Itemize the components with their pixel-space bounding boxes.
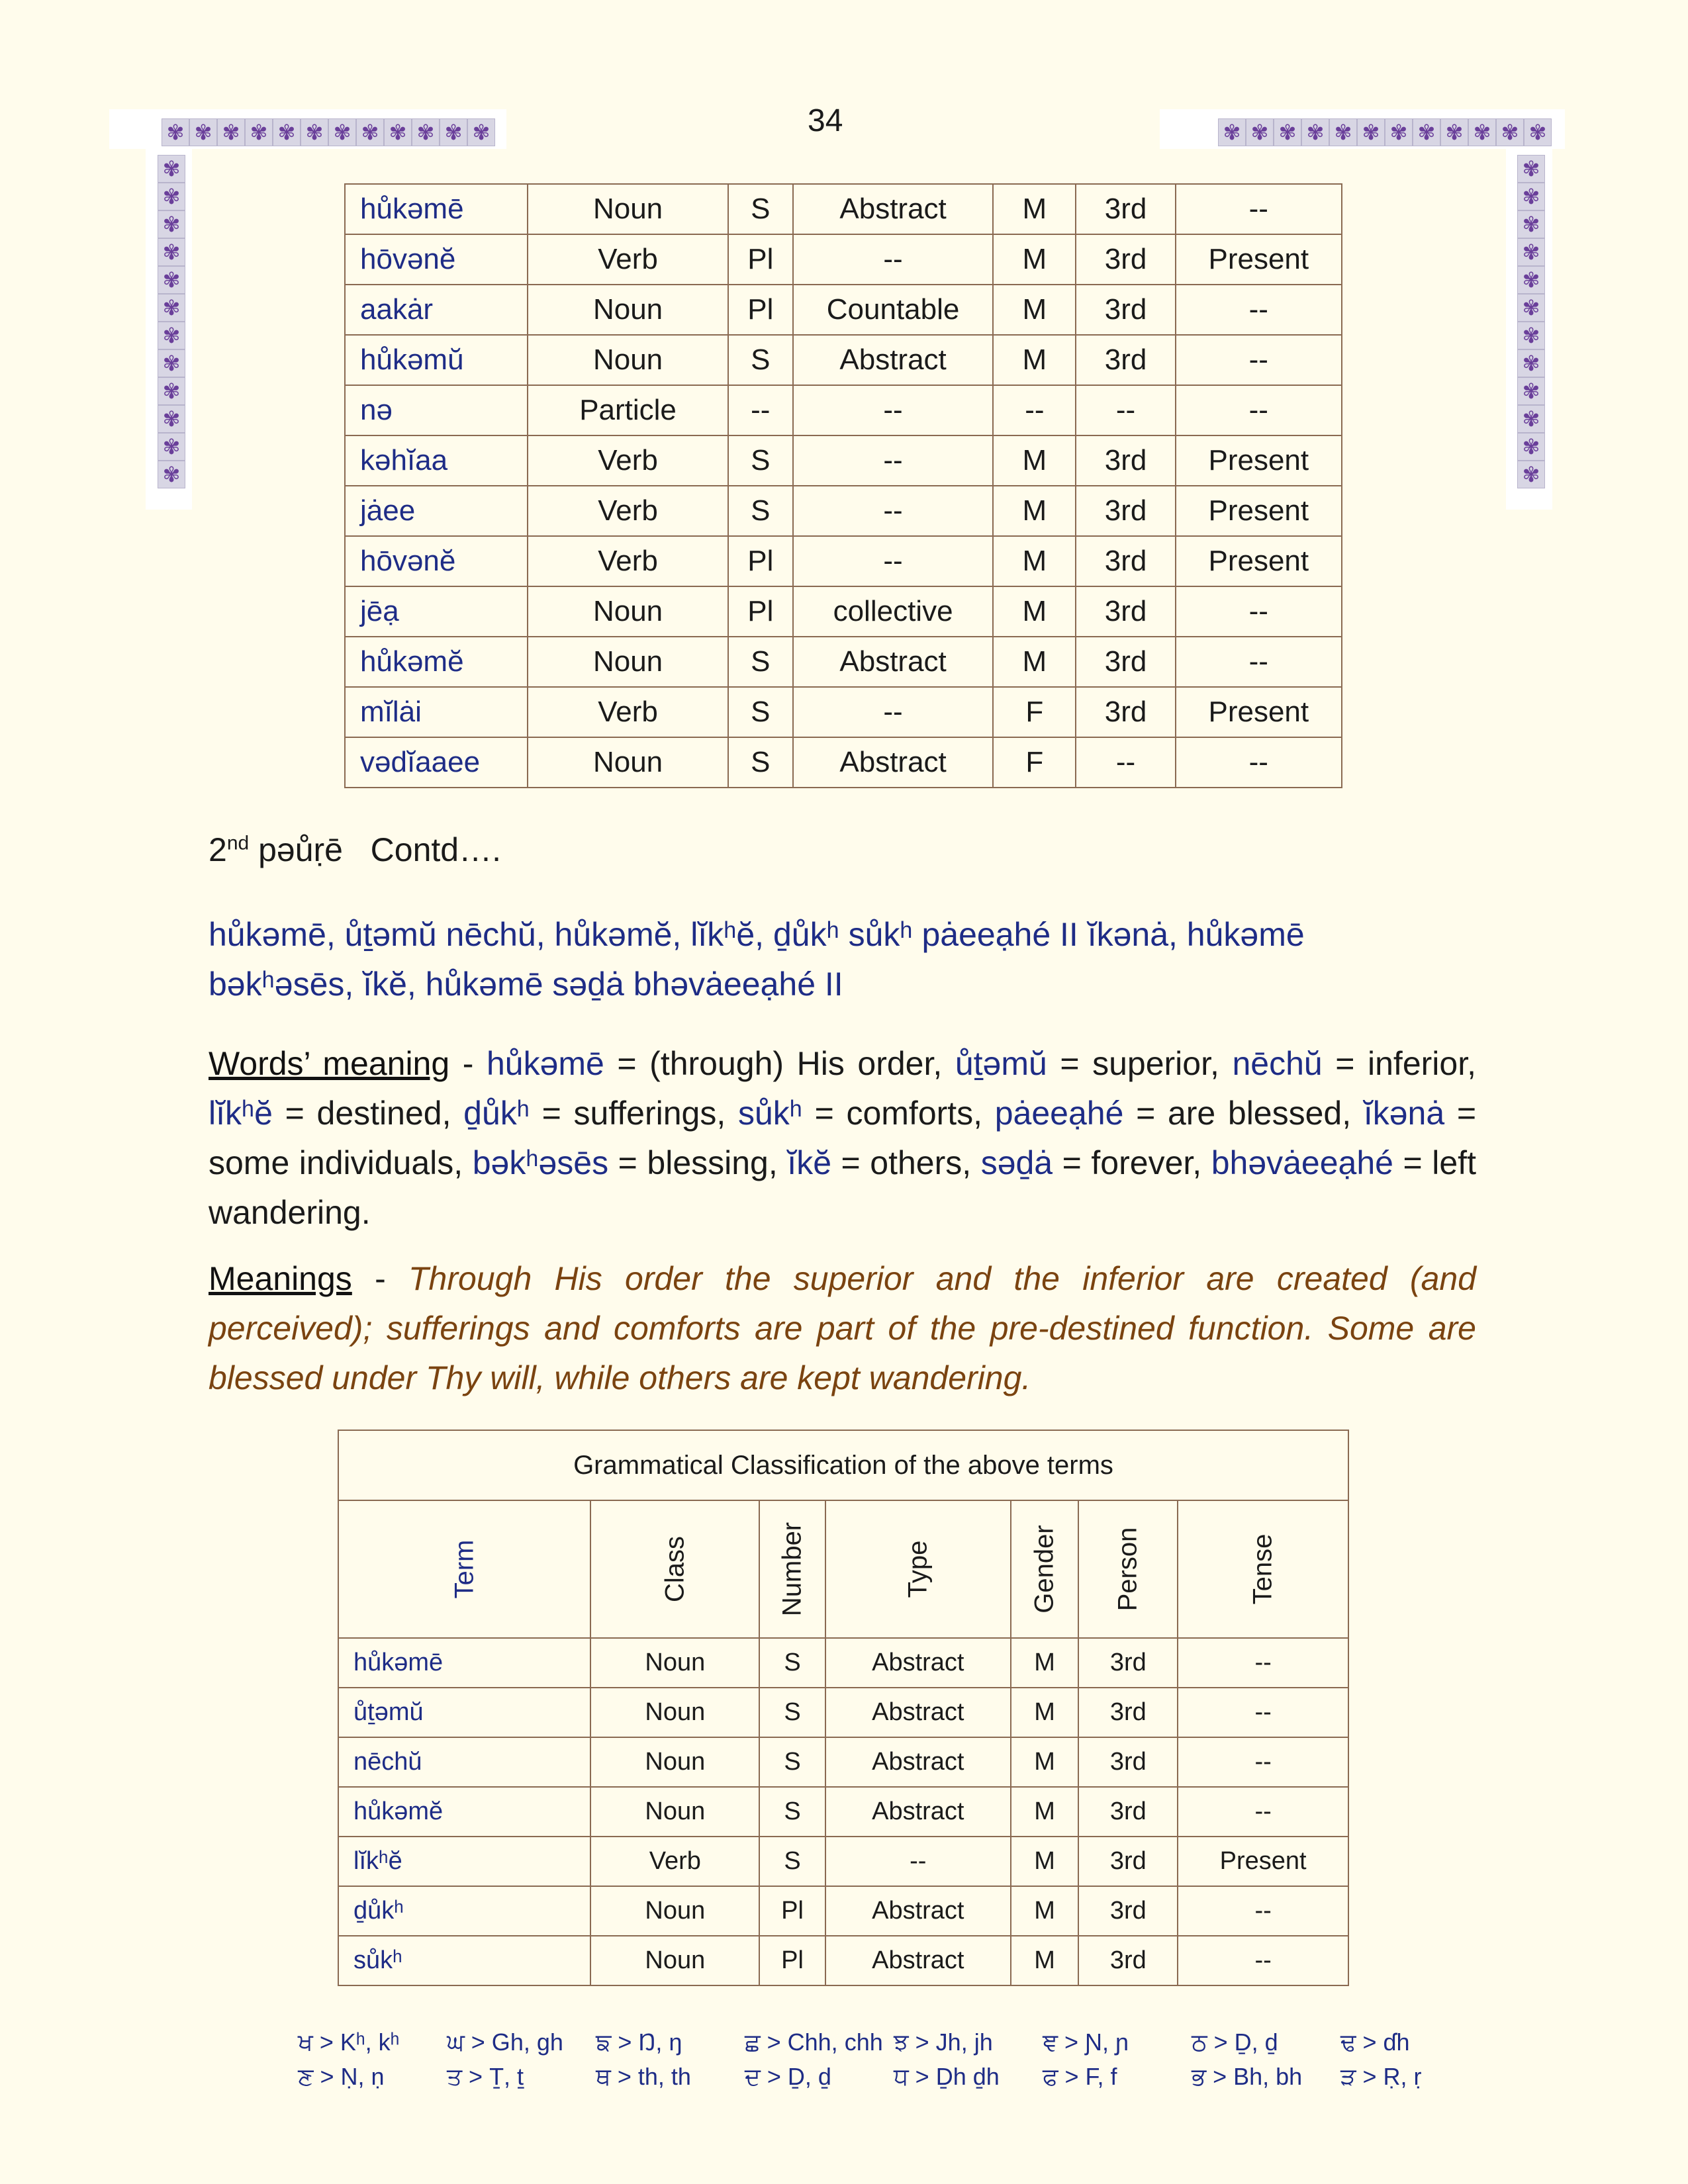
cell-number: S [728, 637, 793, 687]
cell-type: collective [793, 586, 993, 637]
cell-class: Noun [528, 586, 727, 637]
cell-type: -- [793, 385, 993, 435]
flower-icon: ✾ [189, 118, 217, 146]
transliteration-legend [298, 2028, 1489, 2097]
cell-term: mĭlȧi [345, 687, 528, 737]
meaning-term: bəkʰəsēs [472, 1144, 609, 1181]
header-label: Number [777, 1522, 807, 1617]
cell-term: jēạ [345, 586, 528, 637]
cell-tense: Present [1176, 536, 1342, 586]
cell-person: 3rd [1078, 1638, 1178, 1688]
cell-type: -- [793, 435, 993, 486]
legend-item: ਖ > Kʰ, kʰ [298, 2028, 400, 2056]
cell-person: 3rd [1076, 637, 1175, 687]
cell-number: S [728, 737, 793, 788]
cell-gender: M [1011, 1936, 1079, 1985]
verse-line: hůkəmē, ůṯəmŭ nēchŭ, hůkəmĕ, lĭkʰĕ, ḏůkʰ sůkʰ pȧeeạhé II ĭkənȧ, hůkəmē [209, 916, 1305, 953]
flower-icon: ✾ [1517, 405, 1545, 433]
section-title: pəůṛē [258, 831, 343, 868]
words-meaning-label: Words’ meaning [209, 1045, 450, 1082]
cell-term: hůkəmē [345, 184, 528, 234]
meaning-term: ůṯəmŭ [955, 1045, 1047, 1082]
flower-icon: ✾ [1385, 118, 1413, 146]
flower-icon: ✾ [217, 118, 245, 146]
cell-tense: -- [1178, 1936, 1348, 1985]
legend-item: ੜ > Ṛ, ṛ [1340, 2063, 1422, 2090]
left-flower-border [158, 155, 185, 494]
cell-class: Verb [590, 1837, 759, 1886]
cell-person: 3rd [1076, 234, 1175, 285]
table-row [345, 335, 1342, 385]
legend-item: ਦ > Ḏ, ḏ [745, 2063, 831, 2090]
cell-term: hōvənĕ [345, 234, 528, 285]
cell-person: 3rd [1078, 1688, 1178, 1737]
cell-tense: Present [1176, 435, 1342, 486]
cell-number: S [728, 687, 793, 737]
meaning-term: pȧeeạhé [994, 1095, 1124, 1132]
cell-class: Noun [528, 285, 727, 335]
cell-person: -- [1076, 737, 1175, 788]
header-label: Class [660, 1535, 690, 1603]
cell-class: Noun [590, 1737, 759, 1787]
flower-icon: ✾ [158, 377, 185, 405]
cell-number: S [728, 184, 793, 234]
cell-term: aakȧr [345, 285, 528, 335]
cell-number: S [759, 1787, 825, 1837]
meaning-term: ĭkĕ [787, 1144, 831, 1181]
table-row [338, 1886, 1348, 1936]
cell-type: -- [793, 234, 993, 285]
legend-row [298, 2028, 1489, 2063]
cell-tense: -- [1176, 285, 1342, 335]
cell-tense: Present [1176, 687, 1342, 737]
flower-icon: ✾ [158, 183, 185, 210]
meaning-gloss: are blessed [1167, 1095, 1342, 1132]
cell-number: Pl [728, 285, 793, 335]
flower-icon: ✾ [1524, 118, 1552, 146]
header-label: Term [449, 1539, 479, 1599]
cell-class: Noun [590, 1787, 759, 1837]
header-label: Tense [1248, 1533, 1278, 1605]
legend-item: ਞ > Ɲ, ɲ [1043, 2028, 1129, 2056]
legend-item: ਢ > ɗh [1340, 2028, 1410, 2056]
flower-icon: ✾ [1357, 118, 1385, 146]
cell-tense: -- [1178, 1737, 1348, 1787]
cell-tense: Present [1176, 486, 1342, 536]
cell-number: S [728, 435, 793, 486]
legend-item: ਠ > Ḏ, ḏ [1192, 2028, 1278, 2056]
cell-gender: M [993, 486, 1076, 536]
table-row [338, 1737, 1348, 1787]
flower-icon: ✾ [273, 118, 301, 146]
cell-tense: -- [1176, 637, 1342, 687]
cell-number: S [759, 1737, 825, 1787]
cell-term: nə [345, 385, 528, 435]
cell-gender: M [1011, 1638, 1079, 1688]
table-row [345, 385, 1342, 435]
flower-icon: ✾ [1301, 118, 1329, 146]
cell-person: 3rd [1076, 285, 1175, 335]
cell-number: Pl [728, 536, 793, 586]
flower-icon: ✾ [1496, 118, 1524, 146]
cell-gender: M [1011, 1886, 1079, 1936]
cell-term: jȧee [345, 486, 528, 536]
header-class [590, 1500, 759, 1638]
cell-number: S [759, 1638, 825, 1688]
cell-number: Pl [728, 586, 793, 637]
meaning-gloss: some individuals [209, 1144, 454, 1181]
meaning-term: səḏȧ [980, 1144, 1053, 1181]
flower-icon: ✾ [1517, 461, 1545, 488]
cell-type: Abstract [793, 637, 993, 687]
cell-term: lĭkʰĕ [338, 1837, 590, 1886]
meaning-gloss: comforts [846, 1095, 974, 1132]
table-row [338, 1936, 1348, 1985]
flower-icon: ✾ [1517, 238, 1545, 266]
cell-tense: Present [1178, 1837, 1348, 1886]
flower-icon: ✾ [301, 118, 328, 146]
meaning-term: lĭkʰĕ [209, 1095, 273, 1132]
cell-term: nēchŭ [338, 1737, 590, 1787]
table-row [345, 184, 1342, 234]
cell-number: -- [728, 385, 793, 435]
cell-gender: M [993, 335, 1076, 385]
legend-item: ਤ > Ṯ, ṯ [447, 2063, 524, 2090]
cell-number: S [728, 335, 793, 385]
cell-term: vədĭaaee [345, 737, 528, 788]
section-ordinal-suffix: nd [226, 832, 250, 854]
cell-gender: F [993, 737, 1076, 788]
meanings-paragraph [209, 1254, 1476, 1403]
meaning-term: bhəvȧeeạhé [1211, 1144, 1393, 1181]
flower-icon: ✾ [158, 322, 185, 349]
cell-type: Abstract [825, 1737, 1011, 1787]
header-type [825, 1500, 1011, 1638]
cell-person: 3rd [1076, 435, 1175, 486]
cell-type: Abstract [793, 184, 993, 234]
table-row [345, 435, 1342, 486]
cell-class: Particle [528, 385, 727, 435]
meaning-gloss: others [870, 1144, 962, 1181]
cell-person: 3rd [1076, 335, 1175, 385]
header-tense [1178, 1500, 1348, 1638]
legend-item: ਛ > Chh, chh [745, 2028, 883, 2056]
flower-icon: ✾ [158, 461, 185, 488]
legend-item: ਙ > Ŋ, ŋ [596, 2028, 682, 2056]
cell-person: 3rd [1078, 1787, 1178, 1837]
meaning-gloss: blessing [647, 1144, 769, 1181]
cell-tense: -- [1176, 335, 1342, 385]
flower-icon: ✾ [1517, 349, 1545, 377]
cell-class: Noun [590, 1638, 759, 1688]
cell-class: Noun [590, 1936, 759, 1985]
cell-class: Noun [528, 335, 727, 385]
flower-icon: ✾ [384, 118, 412, 146]
cell-gender: -- [993, 385, 1076, 435]
table-row [345, 234, 1342, 285]
meaning-gloss: left wandering [209, 1144, 1476, 1231]
table-row [338, 1688, 1348, 1737]
cell-type: -- [825, 1837, 1011, 1886]
cell-class: Verb [528, 234, 727, 285]
cell-gender: M [993, 234, 1076, 285]
cell-gender: M [1011, 1787, 1079, 1837]
cell-type: -- [793, 536, 993, 586]
flower-icon: ✾ [1517, 294, 1545, 322]
flower-icon: ✾ [440, 118, 467, 146]
header-label: Gender [1029, 1525, 1059, 1614]
cell-tense: -- [1176, 737, 1342, 788]
flower-icon: ✾ [158, 294, 185, 322]
table-row [338, 1787, 1348, 1837]
flower-icon: ✾ [328, 118, 356, 146]
cell-gender: M [1011, 1737, 1079, 1787]
cell-class: Verb [528, 687, 727, 737]
cell-type: Abstract [793, 737, 993, 788]
words-meaning-end: . [361, 1194, 371, 1231]
flower-icon: ✾ [1440, 118, 1468, 146]
header-gender [1011, 1500, 1079, 1638]
legend-item: ਝ > Jh, jh [894, 2028, 993, 2056]
cell-class: Noun [590, 1688, 759, 1737]
cell-type: Abstract [825, 1688, 1011, 1737]
cell-gender: M [993, 536, 1076, 586]
legend-row [298, 2063, 1489, 2097]
flower-icon: ✾ [158, 349, 185, 377]
table-row [345, 586, 1342, 637]
flower-icon: ✾ [245, 118, 273, 146]
cell-gender: M [993, 435, 1076, 486]
words-meaning-paragraph: Words’ meaning - hůkəmē = (through) His order, ůṯəmŭ = superior, nēchŭ = inferior, lĭkʰĕ = destined, ḏůkʰ = sufferings, sůkʰ = comforts, pȧeeạhé = are blessed, ĭkənȧ = some individuals, bəkʰəsēs = blessing, ĭkĕ = others, səḏȧ = forever, bhəvȧeeạhé = left wandering. [209, 1045, 1477, 1231]
cell-person: 3rd [1076, 184, 1175, 234]
cell-type: Abstract [793, 335, 993, 385]
cell-tense: -- [1178, 1886, 1348, 1936]
meaning-term: sůkʰ [737, 1095, 802, 1132]
flower-icon: ✾ [1517, 183, 1545, 210]
right-flower-border [1517, 155, 1545, 494]
cell-class: Noun [528, 184, 727, 234]
table-row [345, 536, 1342, 586]
cell-tense: -- [1178, 1638, 1348, 1688]
classification-table [338, 1430, 1349, 1986]
section-heading [209, 831, 501, 869]
cell-gender: M [993, 586, 1076, 637]
flower-icon: ✾ [158, 210, 185, 238]
cell-number: S [759, 1837, 825, 1886]
cell-number: S [759, 1688, 825, 1737]
header-term [338, 1500, 590, 1638]
cell-number: S [728, 486, 793, 536]
cell-person: 3rd [1078, 1886, 1178, 1936]
cell-term: hůkəmē [338, 1638, 590, 1688]
flower-icon: ✾ [1517, 377, 1545, 405]
verse-line: bəkʰəsēs, ĭkĕ, hůkəmē səḏȧ bhəvȧeeạhé II [209, 966, 843, 1003]
cell-type: Abstract [825, 1638, 1011, 1688]
flower-icon: ✾ [1413, 118, 1440, 146]
cell-person: 3rd [1076, 536, 1175, 586]
meaning-term: ḏůkʰ [463, 1095, 530, 1132]
cell-gender: M [1011, 1688, 1079, 1737]
cell-class: Verb [528, 536, 727, 586]
flower-icon: ✾ [158, 266, 185, 294]
cell-term: kəhĭaa [345, 435, 528, 486]
header-label: Type [903, 1540, 933, 1598]
cell-person: -- [1076, 385, 1175, 435]
cell-tense: -- [1178, 1688, 1348, 1737]
flower-icon: ✾ [356, 118, 384, 146]
flower-icon: ✾ [1517, 322, 1545, 349]
cell-person: 3rd [1076, 586, 1175, 637]
cell-person: 3rd [1078, 1737, 1178, 1787]
table-row [345, 687, 1342, 737]
cell-gender: M [1011, 1837, 1079, 1886]
table-row [345, 737, 1342, 788]
cell-tense: -- [1176, 385, 1342, 435]
flower-icon: ✾ [1218, 118, 1246, 146]
meanings-separator: - [352, 1260, 409, 1297]
cell-gender: F [993, 687, 1076, 737]
top-grammar-table [344, 183, 1342, 788]
cell-type: Countable [793, 285, 993, 335]
flower-icon: ✾ [1246, 118, 1274, 146]
cell-class: Noun [590, 1886, 759, 1936]
table-row [345, 637, 1342, 687]
legend-item: ਘ > Gh, gh [447, 2028, 563, 2056]
header-label: Person [1113, 1527, 1143, 1612]
cell-tense: -- [1176, 586, 1342, 637]
header-number [759, 1500, 825, 1638]
flower-icon: ✾ [1517, 155, 1545, 183]
cell-term: ḏůkʰ [338, 1886, 590, 1936]
cell-term: hůkəmĕ [345, 637, 528, 687]
words-meaning-separator: - [449, 1045, 487, 1082]
section-ordinal: 2 [209, 831, 227, 868]
table-row [345, 486, 1342, 536]
meaning-gloss: (through) His order [649, 1045, 933, 1082]
cell-type: -- [793, 687, 993, 737]
cell-term: ůṯəmŭ [338, 1688, 590, 1737]
flower-icon: ✾ [1274, 118, 1301, 146]
cell-type: Abstract [825, 1787, 1011, 1837]
meaning-gloss: destined [316, 1095, 442, 1132]
flower-icon: ✾ [1517, 433, 1545, 461]
table-row [345, 285, 1342, 335]
cell-class: Noun [528, 737, 727, 788]
flower-icon: ✾ [467, 118, 495, 146]
top-left-flower-border [162, 118, 491, 146]
meaning-gloss: sufferings [573, 1095, 717, 1132]
cell-number: Pl [728, 234, 793, 285]
cell-tense: -- [1176, 184, 1342, 234]
page-number: 34 [808, 103, 843, 138]
cell-type: Abstract [825, 1886, 1011, 1936]
cell-class: Verb [528, 435, 727, 486]
flower-icon: ✾ [1468, 118, 1496, 146]
cell-term: hōvənĕ [345, 536, 528, 586]
top-right-flower-border [1218, 118, 1547, 146]
table-row [338, 1638, 1348, 1688]
flower-icon: ✾ [1517, 266, 1545, 294]
cell-number: Pl [759, 1936, 825, 1985]
flower-icon: ✾ [412, 118, 440, 146]
cell-tense: -- [1178, 1787, 1348, 1837]
meaning-term: hůkəmē [486, 1045, 604, 1082]
legend-item: ਫ > F, f [1043, 2063, 1117, 2090]
flower-icon: ✾ [1329, 118, 1357, 146]
flower-icon: ✾ [158, 405, 185, 433]
legend-item: ਣ > Ṇ, ṇ [298, 2063, 385, 2090]
cell-person: 3rd [1076, 687, 1175, 737]
flower-icon: ✾ [162, 118, 189, 146]
cell-person: 3rd [1076, 486, 1175, 536]
cell-person: 3rd [1078, 1936, 1178, 1985]
meaning-gloss: inferior [1368, 1045, 1468, 1082]
cell-gender: M [993, 637, 1076, 687]
table-caption: Grammatical Classification of the above terms [338, 1430, 1348, 1500]
meanings-label: Meanings [209, 1260, 352, 1297]
cell-gender: M [993, 184, 1076, 234]
legend-item: ਧ > Ḏh ḏh [894, 2063, 1000, 2090]
meaning-term: ĭkənȧ [1363, 1095, 1445, 1132]
verse-text [209, 910, 1476, 1009]
cell-type: Abstract [825, 1936, 1011, 1985]
flower-icon: ✾ [158, 238, 185, 266]
header-person [1078, 1500, 1178, 1638]
meaning-gloss: forever [1091, 1144, 1193, 1181]
flower-icon: ✾ [158, 155, 185, 183]
legend-item: ਥ > th, th [596, 2063, 691, 2090]
cell-class: Noun [528, 637, 727, 687]
meaning-gloss: superior [1092, 1045, 1210, 1082]
meaning-term: nēchŭ [1232, 1045, 1323, 1082]
cell-type: -- [793, 486, 993, 536]
table-row [338, 1837, 1348, 1886]
flower-icon: ✾ [1517, 210, 1545, 238]
cell-tense: Present [1176, 234, 1342, 285]
cell-number: Pl [759, 1886, 825, 1936]
cell-gender: M [993, 285, 1076, 335]
cell-term: hůkəmĕ [338, 1787, 590, 1837]
section-contd: Contd…. [370, 831, 501, 868]
legend-item: ਭ > Bh, bh [1192, 2063, 1303, 2090]
cell-person: 3rd [1078, 1837, 1178, 1886]
cell-term: hůkəmŭ [345, 335, 528, 385]
flower-icon: ✾ [158, 433, 185, 461]
cell-term: sůkʰ [338, 1936, 590, 1985]
cell-class: Verb [528, 486, 727, 536]
meanings-text: Through His order the superior and the inferior are created (and perceived); sufferings and comforts are part of the pre-destined function. Some are blessed under Thy will, while others are kept wandering. [209, 1260, 1477, 1396]
